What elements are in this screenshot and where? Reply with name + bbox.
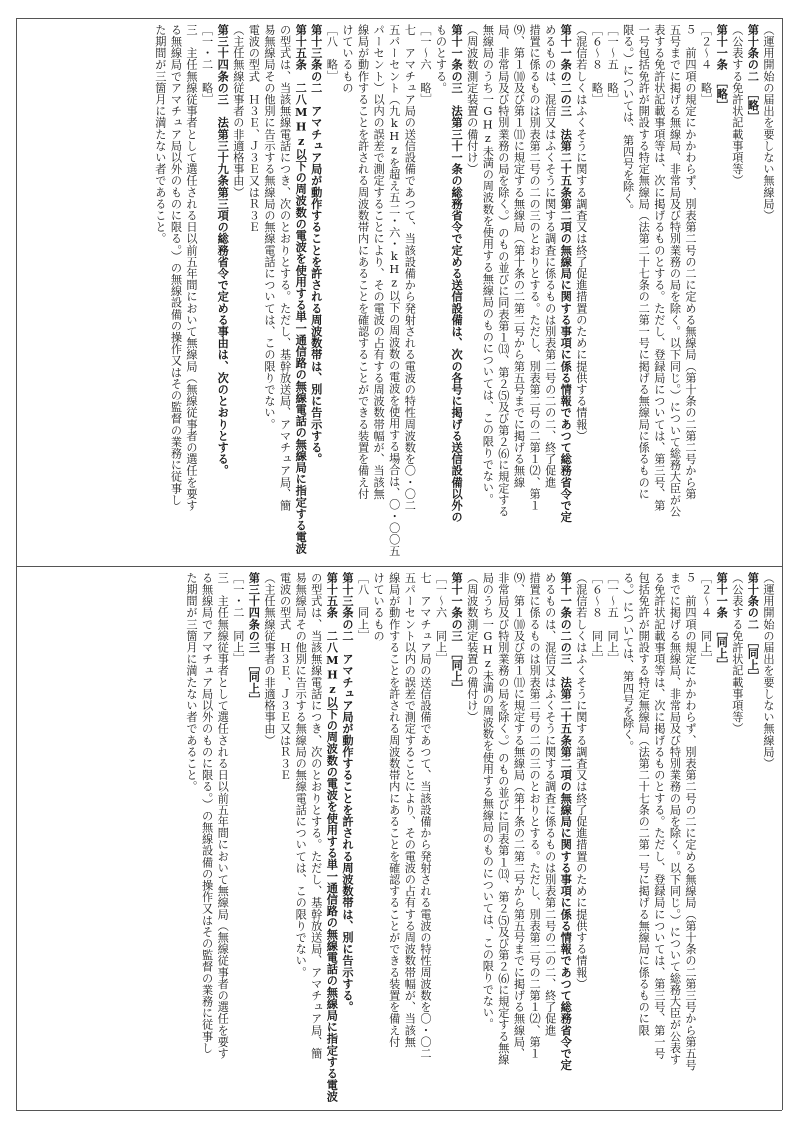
text-line: ［一～六 同上］ <box>434 572 448 665</box>
text-line: 限る。）については、第四号を除く。 <box>621 24 635 216</box>
text-line: （公表する免許状記載事項等） <box>730 572 744 735</box>
text-line: （主任無線従事者の非適格事由） <box>231 24 245 198</box>
text-line: 局、非常局及び特別業務の局を除く。）のもの並びに同表第１⒀、第２⑸及び第２⑹に規定する <box>496 24 510 518</box>
text-line: 三 主任無線従事者として選任される日以前五年間において無線局（無線従事者の選任を要す <box>185 24 199 512</box>
text-line: る。）については、第四号を除く。 <box>621 572 635 752</box>
text-line: 第十一条 ［同上］ <box>715 572 730 671</box>
text-line: 包括免許が開設する特定無線局（法第二十七条の二第一号に掲げる無線局に係るものに限 <box>637 572 651 1036</box>
text-line: めるものは、混信又はふくそうに関する調査に係るものは別表第二号の二の二、終了促進 <box>543 572 557 1036</box>
text-line: ［６～８ 略］ <box>590 24 604 106</box>
text-line: ［一～六 略］ <box>418 24 432 106</box>
text-line: 線局が動作することを許される周波数帯内にあることを確認することができる装置を備え付 <box>387 572 401 1048</box>
text-line: めるものは、混信又はふくそうに関する調査に係るものは別表第二号の二の二、終了促進 <box>543 24 557 488</box>
right-border <box>782 18 783 1110</box>
text-line: ［八 略］ <box>325 24 339 82</box>
text-line: た期間が三箇月に満たない者であること。 <box>153 24 167 245</box>
text-line: 第三十四条の三 法第三十九条第三項の総務省令で定める事由は、次のとおりとする。 <box>216 24 231 477</box>
text-line: 表する免許状記載事項等は、次に掲げるものとする。ただし、登録局については、第三号、第 <box>652 24 666 512</box>
text-line: ［６～８ 同上］ <box>590 572 604 665</box>
text-line: 第十一条の三 法第三十一条の総務省令で定める送信設備は、次の各号に掲げる送信設備以外の <box>450 24 465 523</box>
text-line: けているもの <box>372 572 386 642</box>
text-line: 五パーセント以内の誤差で測定することにより、その電波の占有する周波数帯幅が、当該無 <box>403 572 417 1048</box>
text-line: 第十一条の三 ［同上］ <box>450 572 465 694</box>
text-line: 電波の型式 Ｈ３Ｅ、Ｊ３Ｅ又はＲ３Ｅ <box>247 24 261 233</box>
bottom-rule <box>16 1110 782 1111</box>
text-line: 三 主任無線従事者として選任される日以前五年間において無線局（無線従事者の選任を要す <box>216 572 230 1060</box>
text-line: の型式は、当該無線電話につき、次のとおりとする。ただし、基幹放送局、アマチュア局、簡 <box>309 572 323 1060</box>
text-line: 第十五条 二八MHz以下の周波数の電波を使用する単一通信路の無線電話の無線局に指定する電波 <box>294 24 309 555</box>
text-line: （周波数測定装置の備付け） <box>465 572 479 723</box>
text-line: 七 アマチュア局の送信設備であつて、当該設備から発射される電波の特性周波数を〇・〇二 <box>418 572 432 1060</box>
text-line: 第十一条の二の三 法第二十五条第二項の無線局に関する事項に係る情報であつて総務省令で定 <box>559 24 574 523</box>
text-line: 措置に係るものは別表第二号の二の三のとおりとする。ただし、別表第二号の二第１⑵、第１ <box>528 24 542 512</box>
text-line: 線局が動作することを許される周波数帯内にあることを確認することができる装置を備え付 <box>356 24 370 500</box>
text-line: ［一～五 同上］ <box>606 572 620 665</box>
text-line: パーセント）以内の誤差で測定することにより、その電波の占有する周波数帯幅が、当該無 <box>372 24 386 500</box>
text-line: （主任無線従事者の非適格事由） <box>263 572 276 746</box>
text-line: （公表する免許状記載事項等） <box>730 24 744 187</box>
text-line: けているもの <box>340 24 354 94</box>
text-line: の型式は、当該無線電話につき、次のとおりとする。ただし、基幹放送局、アマチュア局、簡 <box>278 24 292 512</box>
text-line: 第十五条 二八MHz以下の周波数の電波を使用する単一通信路の無線電話の無線局に指定する電波 <box>325 572 340 1103</box>
text-line: 無線局のうち一GHz未満の周波数を使用する無線局のものについては、この限りでない。 <box>481 24 495 505</box>
text-line: 第三十四条の三 ［同上］ <box>247 572 262 706</box>
text-line: 易無線局その他別に告示する無線局の無線電話については、この限りでない。 <box>294 572 308 978</box>
text-line: 第十三条の二 アマチュア局が動作することを許される周波数帯は、別に告示する。 <box>309 24 324 465</box>
text-line: ５ 前四項の規定にかかわらず、別表第二号の二に定める無線局（第十条の二第二号から第 <box>684 24 698 500</box>
text-line: ⑼、第１⑽及び第１⑾に規定する無線局（第十条の二第二号から第五号までに掲げる無線局、 <box>512 572 526 1060</box>
text-line: ［一・二 略］ <box>200 24 214 106</box>
text-line: 易無線局その他別に告示する無線局の無線電話については、この限りでない。 <box>263 24 276 430</box>
text-line: （混信若しくはふくそうに関する調査又は終了促進措置のために提供する情報） <box>574 572 588 990</box>
text-line: 五パーセント（九kHzを超え五二・六・kHz以下の周波数の電波を使用する場合は、〇・〇〇五 <box>387 24 401 557</box>
text-line: た期間が三箇月に満たない者であること。 <box>185 572 199 793</box>
text-line: ［一・二 同上］ <box>231 572 245 665</box>
text-line: 第十三条の二 アマチュア局が動作することを許される周波数帯は、別に告示する。 <box>340 572 355 1013</box>
text-line: 一号包括免許が開設する特定無線局（法第二十七条の二第一号に掲げる無線局に係るものに <box>637 24 651 500</box>
text-line: （周波数測定装置の備付け） <box>465 24 479 175</box>
current-text-panel <box>40 572 776 1104</box>
text-line: （混信若しくはふくそうに関する調査又は終了促進措置のために提供する情報） <box>574 24 588 442</box>
text-line: る無線局でアマチュア局以外のものに限る。）の無線設備の操作又はその監督の業務に従事し <box>169 24 183 506</box>
middle-rule <box>16 566 782 567</box>
text-line: 局のうち一GHz未満の周波数を使用する無線局のものについては、この限りでない。 <box>481 572 495 1030</box>
text-line: 第十条の二 ［同上］ <box>746 572 761 683</box>
text-line: 第十一条の二の三 法第二十五条第二項の無線局に関する事項に係る情報であつて総務省令で定 <box>559 572 574 1071</box>
left-border <box>16 18 17 1110</box>
text-line: ものとする。 <box>434 24 448 94</box>
text-line: ［２～４ 略］ <box>699 24 713 106</box>
text-line: ［一～五 略］ <box>606 24 620 106</box>
text-line: （運用開始の届出を要しない無線局） <box>762 572 775 770</box>
text-line: 第十条の二 ［略］ <box>746 24 761 123</box>
text-line: （運用開始の届出を要しない無線局） <box>762 24 775 222</box>
text-line: る免許状記載事項等は、次に掲げるものとする。ただし、登録局については、第三号、第一号 <box>652 572 666 1060</box>
revised-text-panel <box>40 24 776 560</box>
text-line: る無線局でアマチュア局以外のものに限る。）の無線設備の操作又はその監督の業務に従事し <box>200 572 214 1054</box>
text-line: ［２～４ 同上］ <box>699 572 713 665</box>
text-line: 七 アマチュア局の送信設備であつて、当該設備から発射される電波の特性周波数を〇・〇二 <box>403 24 417 512</box>
text-line: ⑼、第１⑽及び第１⑾に規定する無線局（第十条の二第二号から第五号までに掲げる無線 <box>512 24 526 488</box>
text-line: ［八 同上］ <box>356 572 370 642</box>
text-line: 非常局及び特別業務の局を除く。）のもの並びに同表第１⒀、第２⑸及び第２⑹に規定する無線 <box>496 572 510 1066</box>
top-rule <box>16 18 782 19</box>
text-line: までに掲げる無線局、非常局及び特別業務の局を除く。以下同じ。）について総務大臣が公表す <box>668 572 682 1066</box>
text-line: 措置に係るものは別表第二号の二の三のとおりとする。ただし、別表第二号の二第１⑵、第１ <box>528 572 542 1060</box>
text-line: 電波の型式 Ｈ３Ｅ、Ｊ３Ｅ又はＲ３Ｅ <box>278 572 292 781</box>
text-line: ５ 前四項の規定にかかわらず、別表第二号の二に定める無線局（第十条の二第三号から第五号 <box>684 572 698 1071</box>
text-line: 五号までに掲げる無線局、非常局及び特別業務の局を除く。以下同じ。）について総務大臣が公 <box>668 24 682 518</box>
text-line: 第十一条 ［略］ <box>715 24 730 112</box>
